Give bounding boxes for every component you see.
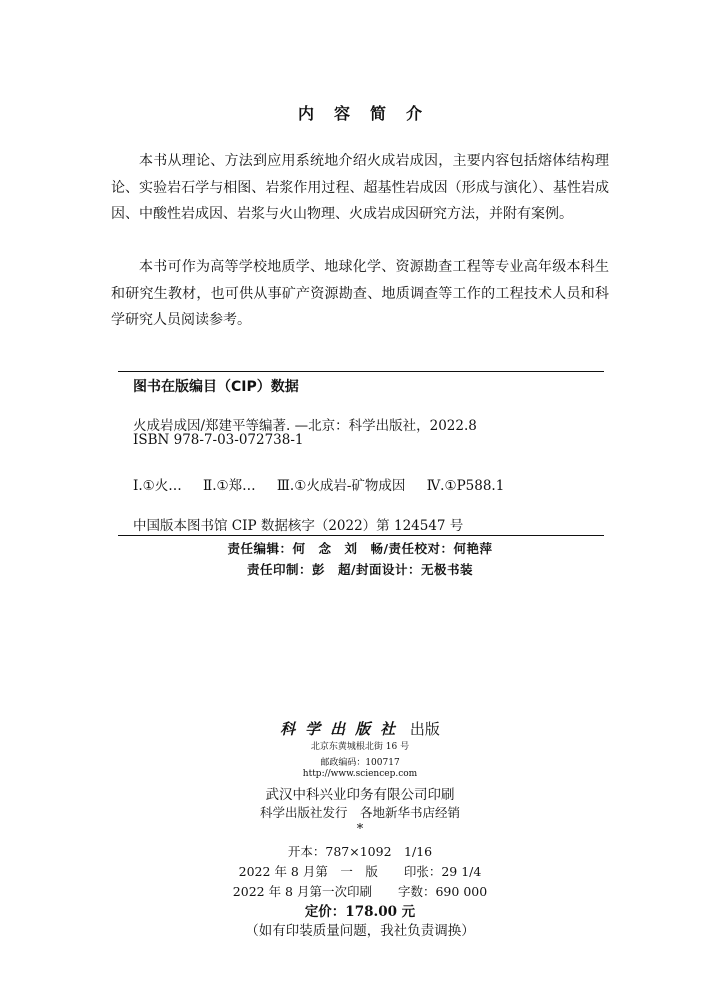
cip-header: 图书在版编目（CIP）数据 bbox=[133, 379, 299, 395]
spec-edition-row bbox=[0, 862, 720, 880]
spec-printing: 2022 年 8 月第一次印刷 bbox=[232, 884, 372, 899]
staff-production: 责任印制：彭 超/封面设计：无极书装 bbox=[246, 562, 474, 577]
page-heading: 内容简介 bbox=[297, 104, 442, 123]
cip-class-4: Ⅳ.①P588.1 bbox=[426, 478, 505, 494]
cip-core-number: 中国版本图书馆 CIP 数据核字（2022）第 124547 号 bbox=[133, 518, 464, 534]
spec-edition: 2022 年 8 月第 一 版 bbox=[238, 864, 378, 879]
publisher-address: 北京东黄城根北街 16 号 bbox=[310, 742, 410, 752]
cip-top-rule bbox=[118, 371, 604, 372]
staff-editors: 责任编辑：何 念 刘 畅/责任校对：何艳萍 bbox=[227, 541, 493, 556]
intro-paragraph-1: 本书从理论、方法到应用系统地介绍火成岩成因，主要内容包括熔体结构理论、实验岩石学与相图、岩浆作用过程、超基性岩成因（形成与演化）、基性岩成因、中酸性岩成因、岩浆与火山物理、火成岩成因研究方法，并附有案例。 bbox=[111, 153, 609, 223]
distribution: 科学出版社发行 各地新华书店经销 bbox=[259, 805, 460, 820]
price: 定价：178.00 元 bbox=[304, 904, 416, 920]
separator-star: * bbox=[356, 822, 364, 837]
publisher-suffix: 出版 bbox=[409, 720, 440, 738]
cip-title-line: 火成岩成因/郑建平等编著. —北京：科学出版社，2022.8 bbox=[133, 418, 477, 434]
printer: 武汉中科兴业印务有限公司印刷 bbox=[265, 787, 455, 803]
publisher-logo: 科学出版社 bbox=[280, 720, 406, 738]
publisher-url: http://www.sciencep.com bbox=[302, 769, 418, 779]
cip-classification bbox=[133, 474, 521, 494]
publisher-postcode: 邮政编码：100717 bbox=[320, 758, 400, 768]
cip-class-3: Ⅲ.①火成岩-矿物成因 bbox=[276, 478, 406, 494]
spec-format: 开本：787×1092 1/16 bbox=[287, 844, 433, 859]
intro-paragraph-2: 本书可作为高等学校地质学、地球化学、资源勘查工程等专业高年级本科生和研究生教材，也可供从事矿产资源勘查、地质调查等工作的工程技术人员和科学研究人员阅读参考。 bbox=[111, 259, 609, 329]
publisher-name bbox=[0, 718, 720, 739]
quality-notice: （如有印装质量问题，我社负责调换） bbox=[245, 923, 475, 939]
cip-class-2: Ⅱ.①郑… bbox=[203, 478, 256, 494]
cip-bottom-rule bbox=[118, 535, 604, 536]
spec-sheets: 印张：29 1/4 bbox=[403, 864, 482, 879]
spec-printing-row bbox=[0, 882, 720, 900]
cip-class-1: Ⅰ.①火… bbox=[133, 478, 182, 494]
spec-words: 字数：690 000 bbox=[397, 884, 488, 899]
cip-isbn: ISBN 978-7-03-072738-1 bbox=[133, 432, 304, 448]
